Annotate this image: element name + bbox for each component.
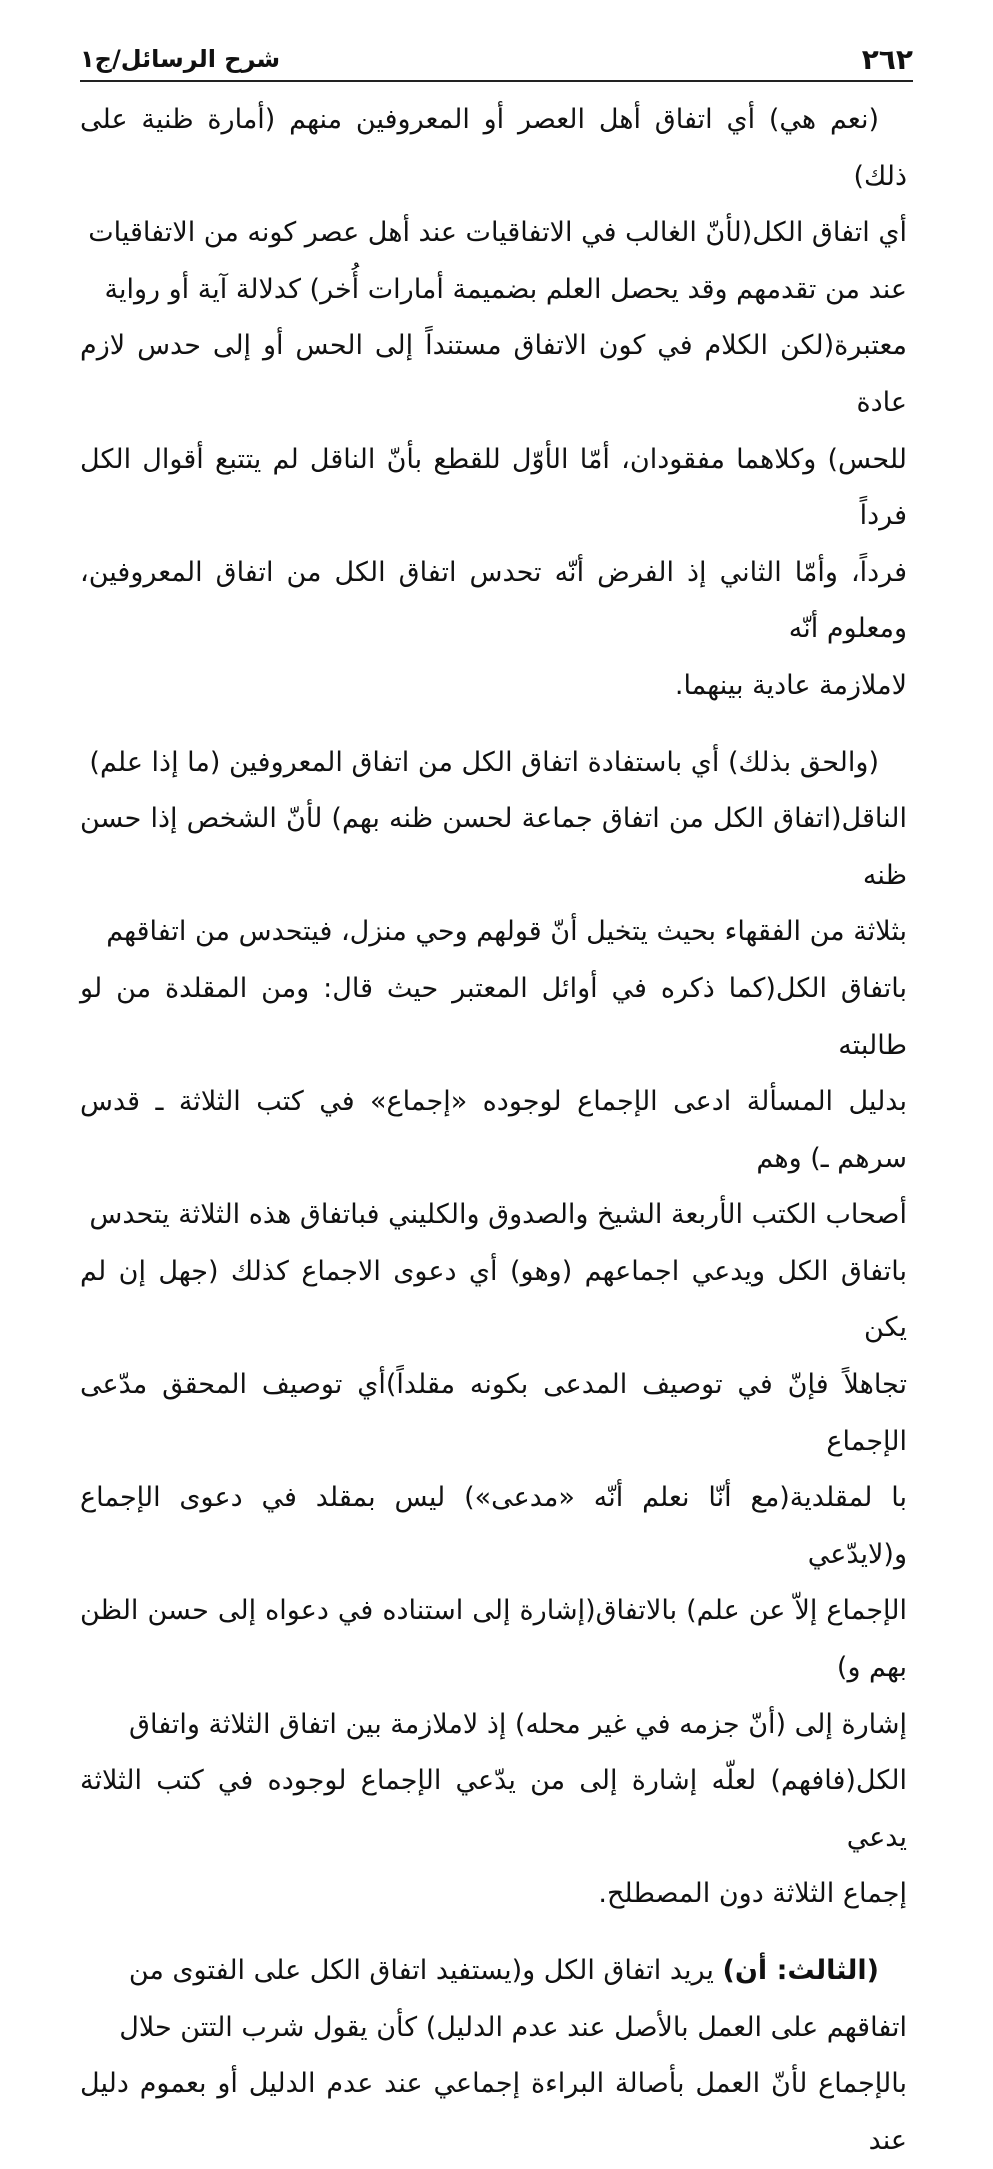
text-line: عند من تقدمهم وقد يحصل العلم بضميمة أمارات أُخر) كدلالة آية أو رواية	[104, 273, 907, 305]
text-line: بالإجماع لأنّ العمل بأصالة البراءة إجماعي عند عدم الدليل أو بعموم دليل عند	[80, 2068, 907, 2156]
text-line: (والحق بذلك) أي باستفادة اتفاق الكل من اتفاق المعروفين (ما إذا علم)	[89, 746, 879, 778]
text-line: أي اتفاق الكل(لأنّ الغالب في الاتفاقيات عند أهل عصر كونه من الاتفاقيات	[88, 217, 907, 249]
text-line	[80, 1943, 907, 2000]
text-line: الكل(فافهم) لعلّه إشارة إلى من يدّعي الإجماع لوجوده في كتب الثلاثة يدعي	[80, 1765, 907, 1853]
page-header	[80, 38, 913, 82]
paragraph-1	[80, 92, 907, 715]
text-line: (نعم هي) أي اتفاق أهل العصر أو المعروفين منهم (أمارة ظنية على ذلك)	[80, 104, 907, 192]
text-line: الناقل(اتفاق الكل من اتفاق جماعة لحسن ظنه بهم) لأنّ الشخص إذا حسن ظنه	[80, 803, 907, 891]
text-segment: يريد اتفاق الكل و(يستفيد اتفاق الكل على الفتوى من	[128, 1955, 714, 1986]
paragraph-3	[80, 1943, 907, 2169]
running-title: شرح الرسائل/ج١	[80, 45, 281, 73]
text-line: الإجماع إلاّ عن علم) بالاتفاق(إشارة إلى استناده في دعواه إلى حسن الظن بهم و)	[80, 1595, 907, 1684]
text-line: باتفاق الكل(كما ذكره في أوائل المعتبر حيث قال: ومن المقلدة من لو طالبته	[80, 972, 907, 1061]
text-line: أصحاب الكتب الأربعة الشيخ والصدوق والكليني فباتفاق هذه الثلاثة يتحدس	[89, 1199, 907, 1231]
text-line: بدليل المسألة ادعى الإجماع لوجوده «إجماع» في كتب الثلاثة ـ قدس سرهم ـ) وهم	[80, 1086, 907, 1174]
text-line: اتفاقهم على العمل بالأصل عند عدم الدليل) كأن يقول شرب التتن حلال	[119, 2011, 907, 2043]
text-line: با لمقلدية(مع أنّا نعلم أنّه «مدعى») ليس بمقلد في دعوى الإجماع و(لايدّعي	[80, 1482, 907, 1570]
text-line: معتبرة(لكن الكلام في كون الاتفاق مستنداً إلى الحس أو إلى حدس لازم عادة	[80, 330, 907, 418]
text-line: إجماع الثلاثة دون المصطلح.	[598, 1878, 907, 1910]
page-body	[80, 92, 907, 2169]
section-label: (الثالث: أن)	[722, 1955, 879, 1986]
text-line: إشارة إلى (أنّ جزمه في غير محله) إذ لاملازمة بين اتفاق الثلاثة واتفاق	[129, 1708, 907, 1740]
text-line: بثلاثة من الفقهاء بحيث يتخيل أنّ قولهم وحي منزل، فيتحدس من اتفاقهم	[106, 916, 907, 948]
paragraph-2	[80, 735, 907, 1923]
text-line: فرداً، وأمّا الثاني إذ الفرض أنّه تحدس اتفاق الكل من اتفاق المعروفين، ومعلوم أنّه	[80, 556, 907, 645]
text-line: لاملازمة عادية بينهما.	[674, 669, 907, 701]
text-line: تجاهلاً فإنّ في توصيف المدعى بكونه مقلداً)أي توصيف المحقق مدّعى الإجماع	[80, 1369, 907, 1457]
text-line: باتفاق الكل ويدعي اجماعهم (وهو) أي دعوى الاجماع كذلك (جهل إن لم يكن	[80, 1255, 907, 1344]
page-number: ٢٦٢	[861, 42, 913, 76]
text-line: للحس) وكلاهما مفقودان، أمّا الأوّل للقطع بأنّ الناقل لم يتتبع أقوال الكل فرداً	[80, 443, 907, 532]
